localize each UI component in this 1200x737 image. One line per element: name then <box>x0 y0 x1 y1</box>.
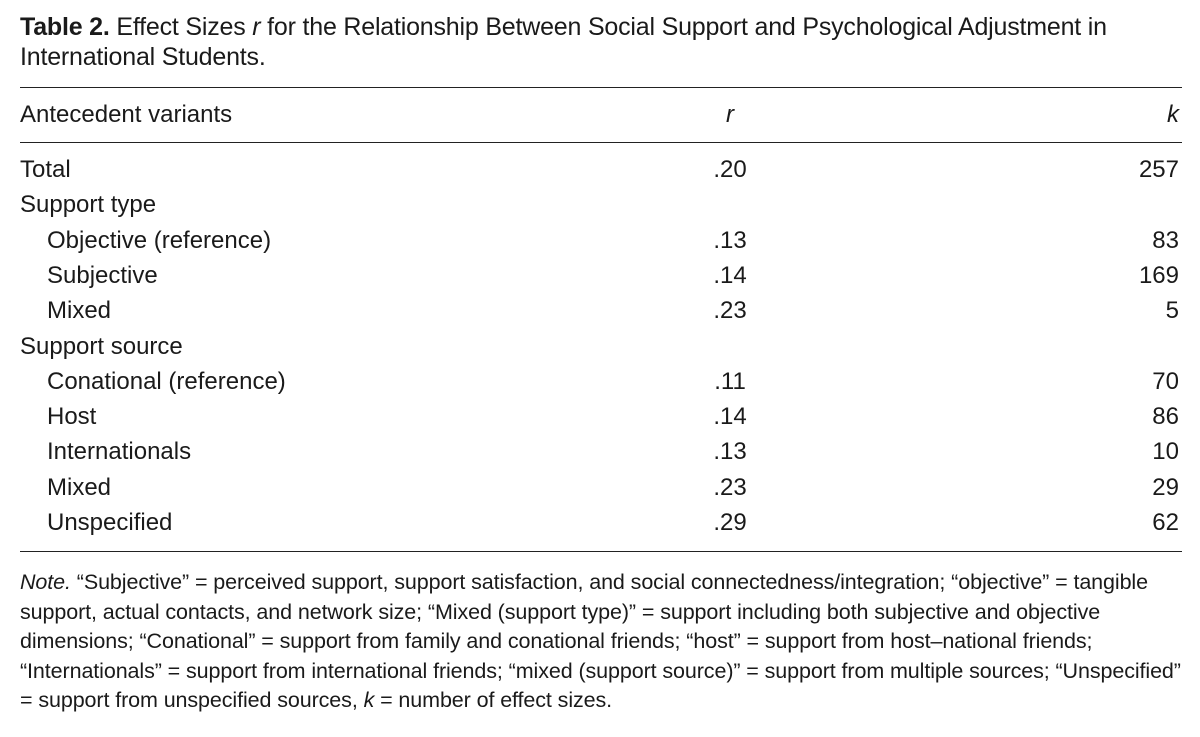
table-row <box>20 400 1182 435</box>
note-text: “Subjective” = perceived support, support satisfaction, and social connectedness/integration; “objective” = tangible support, actual contacts, and network size; “Mixed (support type)” = support including both subjective and objective dimensions; “Conational” = support from family and conational friends; “host” = support from host–national friends; “Internationals” = support from international friends; “mixed (support source)” = support from multiple sources; “Unspecified” = support from unspecified sources, <box>20 570 1181 712</box>
header-antecedent: Antecedent variants <box>20 101 233 128</box>
row-k-value: 29 <box>1152 473 1179 501</box>
row-r-value: .13 <box>713 226 747 254</box>
row-k-value: 70 <box>1152 367 1179 395</box>
row-label-sub: Conational (reference) <box>47 367 286 395</box>
row-r-value: .23 <box>713 473 747 501</box>
row-label-sub: Objective (reference) <box>47 226 272 254</box>
table-row <box>20 153 1182 188</box>
table-row <box>20 330 1182 365</box>
row-label-sub: Subjective <box>47 261 158 289</box>
table-row <box>20 224 1182 259</box>
note-text-end: = number of effect sizes. <box>374 688 613 712</box>
caption-text-start: Effect Sizes <box>116 13 253 41</box>
table-figure <box>20 12 1182 737</box>
table-row <box>20 365 1182 400</box>
row-label-sub: Mixed <box>47 297 112 325</box>
table-note <box>20 568 1182 716</box>
row-k-value: 5 <box>1165 297 1179 325</box>
table-row <box>20 294 1182 329</box>
row-k-value: 257 <box>1138 156 1179 183</box>
row-r-value: .11 <box>714 367 746 395</box>
bottom-rule <box>20 551 1182 552</box>
caption-r-symbol: r <box>252 13 261 41</box>
row-k-value: 62 <box>1152 509 1179 536</box>
table-row <box>20 471 1182 506</box>
row-r-value: .13 <box>713 438 747 466</box>
note-label: Note. <box>20 570 71 594</box>
row-label: Total <box>20 156 71 183</box>
caption-text-end: for the Relationship Between Social Support and Psychological Adjustment in International Students. <box>20 13 1107 71</box>
row-k-value: 86 <box>1152 403 1179 431</box>
row-k-value: 83 <box>1152 226 1179 254</box>
table-row <box>20 435 1182 470</box>
row-k-value: 10 <box>1152 438 1179 466</box>
table-caption <box>20 12 1182 72</box>
row-label-sub: Host <box>47 403 97 431</box>
table-row <box>20 259 1182 294</box>
header-r: r <box>726 101 734 128</box>
table-row <box>20 188 1182 223</box>
header-k: k <box>1167 101 1179 128</box>
row-r-value: .23 <box>713 297 747 325</box>
table-row <box>20 506 1182 541</box>
row-r-value: .29 <box>713 509 747 536</box>
note-k-symbol: k <box>363 688 375 712</box>
row-r-value: .20 <box>713 156 747 183</box>
row-label-sub: Unspecified <box>47 509 173 536</box>
table-body <box>20 143 1182 551</box>
table-header-row <box>20 88 1182 142</box>
row-label-sub: Mixed <box>47 473 112 501</box>
row-label: Support type <box>20 191 157 219</box>
row-k-value: 169 <box>1138 261 1179 289</box>
table-number: Table 2. <box>20 13 110 41</box>
row-label-sub: Internationals <box>47 438 192 466</box>
row-label: Support source <box>20 332 183 360</box>
row-r-value: .14 <box>713 403 747 431</box>
row-r-value: .14 <box>713 261 747 289</box>
